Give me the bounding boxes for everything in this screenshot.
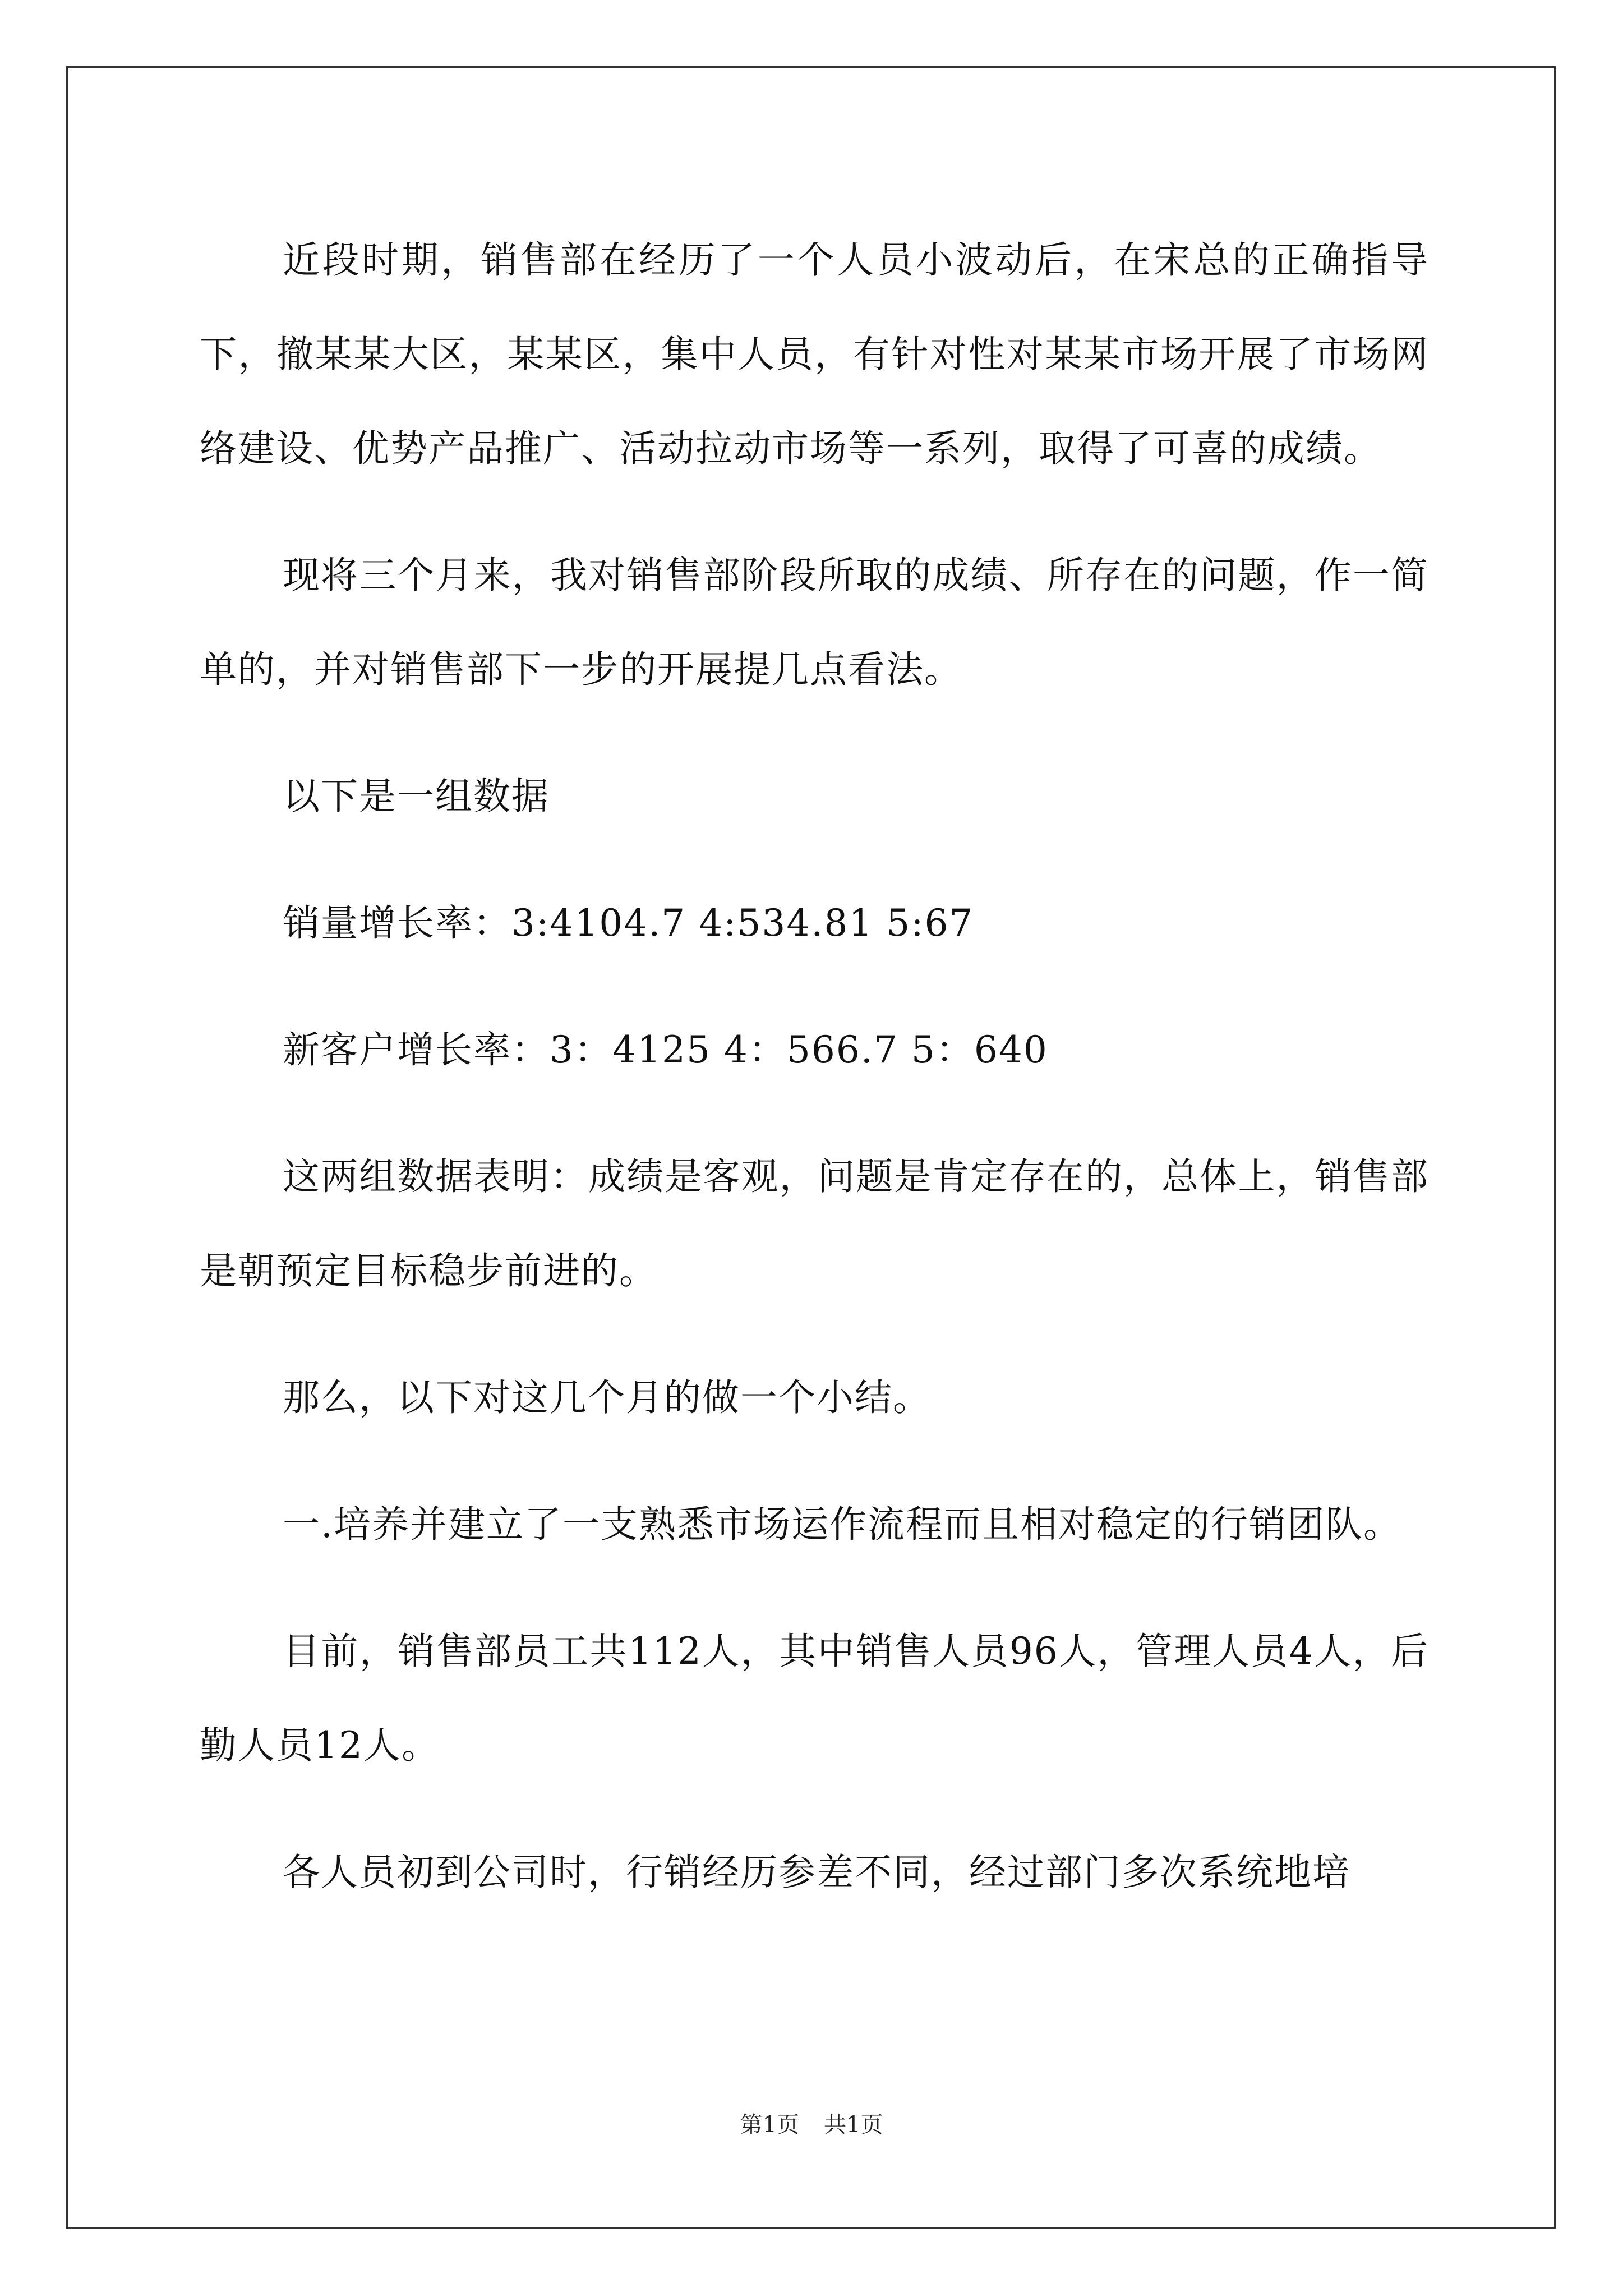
paragraph-summary-plan: 现将三个月来，我对销售部阶段所取的成绩、所存在的问题，作一简单的，并对销售部下一步的开展提几点看法。 — [200, 554, 1429, 691]
paragraph-staff-count: 目前，销售部员工共112人，其中销售人员96人，管理人员4人，后勤人员12人。 — [200, 1630, 1429, 1767]
page-number: 第1页 — [740, 2112, 799, 2138]
page-footer — [0, 2108, 1623, 2142]
paragraph-staff-training: 各人员初到公司时，行销经历参差不同，经过部门多次系统地培 — [283, 1851, 1350, 1894]
paragraph-data-conclusion: 这两组数据表明：成绩是客观，问题是肯定存在的，总体上，销售部是朝预定目标稳步前进的。 — [200, 1155, 1429, 1292]
document-body — [200, 213, 1429, 1952]
paragraph-summary-intro: 那么，以下对这几个月的做一个小结。 — [283, 1376, 931, 1419]
page-total: 共1页 — [824, 2112, 883, 2138]
paragraph-sales-growth: 销量增长率：3:4104.7 4:534.81 5:67 — [283, 901, 974, 945]
paragraph-section-one: 一.培养并建立了一支熟悉市场运作流程而且相对稳定的行销团队。 — [283, 1503, 1401, 1546]
paragraph-data-heading: 以下是一组数据 — [283, 775, 550, 818]
paragraph-new-customer-growth: 新客户增长率：3：4125 4：566.7 5：640 — [283, 1028, 1048, 1071]
paragraph-intro: 近段时期，销售部在经历了一个人员小波动后，在宋总的正确指导下，撤某某大区，某某区，集中人员，有针对性对某某市场开展了市场网络建设、优势产品推广、活动拉动市场等一系列，取得了可喜的成绩。 — [200, 238, 1429, 470]
